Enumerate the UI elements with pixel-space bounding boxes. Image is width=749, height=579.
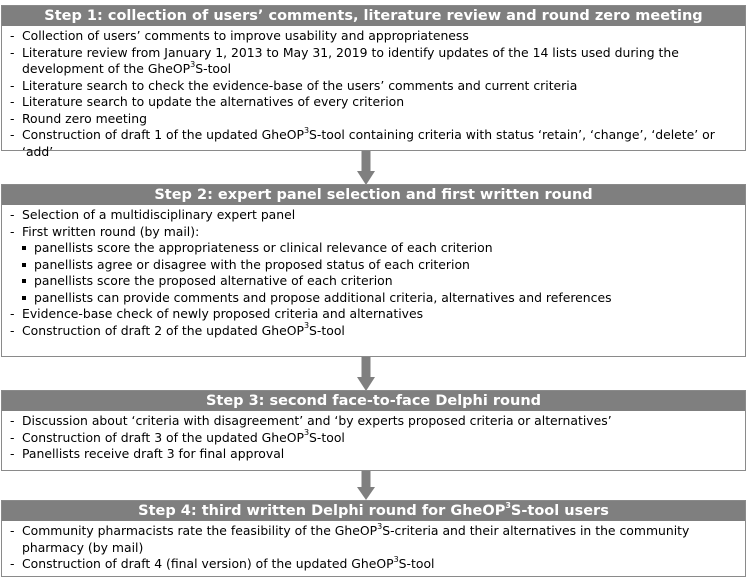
down-arrow-icon bbox=[357, 357, 375, 391]
sub-list-item: panellists score the appropriateness or clinical relevance of each criterion bbox=[8, 240, 739, 257]
list-item: - Literature review from January 1, 2013 to May 31, 2019 to identify updates of the 14 lists used during the development of the GheOP$^3$S-tool bbox=[8, 45, 739, 78]
step-2-box bbox=[1, 184, 746, 357]
list-item: - Evidence-base check of newly proposed criteria and alternatives bbox=[8, 306, 739, 323]
step-3-body bbox=[2, 411, 745, 463]
sub-list-item: panellists score the proposed alternative of each criterion bbox=[8, 273, 739, 290]
step-2-header bbox=[2, 185, 745, 205]
list-item: - First written round (by mail): bbox=[8, 224, 739, 241]
step-4-box bbox=[1, 500, 746, 577]
list-item: - Construction of draft 2 of the updated GheOP$^3$S-tool bbox=[8, 323, 739, 340]
list-item: - Round zero meeting bbox=[8, 111, 739, 128]
list-item: - Discussion about ‘criteria with disagreement’ and ‘by experts proposed criteria or alternatives’ bbox=[8, 413, 739, 430]
step-3-box bbox=[1, 390, 746, 471]
list-item: - Construction of draft 3 of the updated GheOP$^3$S-tool bbox=[8, 430, 739, 447]
step-1-title: Step 1: collection of users’ comments, literature review and round zero meeting bbox=[44, 8, 703, 24]
step-3-header bbox=[2, 391, 745, 411]
step-4-body bbox=[2, 521, 745, 573]
list-item: - Panellists receive draft 3 for final approval bbox=[8, 446, 739, 463]
list-item: - Collection of users’ comments to improve usability and appropriateness bbox=[8, 28, 739, 45]
step-4-header bbox=[2, 501, 745, 521]
list-item: - Construction of draft 4 (final version) of the updated GheOP$^3$S-tool bbox=[8, 556, 739, 573]
step-3-title: Step 3: second face-to-face Delphi round bbox=[205, 393, 542, 409]
list-item: - Literature search to update the alternatives of every criterion bbox=[8, 94, 739, 111]
down-arrow-icon bbox=[357, 471, 375, 500]
list-item: - Community pharmacists rate the feasibility of the GheOP$^3$S-criteria and their alternatives in the community pharmacy (by mail) bbox=[8, 523, 739, 556]
step-2-body bbox=[2, 205, 745, 339]
list-item: - Literature search to check the evidence-base of the users’ comments and current criteria bbox=[8, 78, 739, 95]
step-1-body bbox=[2, 26, 745, 160]
step-4-title: Step 4: third written Delphi round for GheOP$^3$S-tool users bbox=[138, 501, 609, 519]
sub-list-item: panellists agree or disagree with the proposed status of each criterion bbox=[8, 257, 739, 274]
step-1-box bbox=[1, 5, 746, 159]
sub-list-item: panellists can provide comments and propose additional criteria, alternatives and references bbox=[8, 290, 739, 307]
down-arrow-icon bbox=[357, 151, 375, 185]
step-2-title: Step 2: expert panel selection and first written round bbox=[154, 187, 593, 203]
list-item: - Construction of draft 1 of the updated GheOP$^3$S-tool containing criteria with status ‘retain’, ‘change’, ‘delete’ or ‘add’ bbox=[8, 127, 739, 160]
list-item: - Selection of a multidisciplinary expert panel bbox=[8, 207, 739, 224]
step-1-header bbox=[2, 6, 745, 26]
